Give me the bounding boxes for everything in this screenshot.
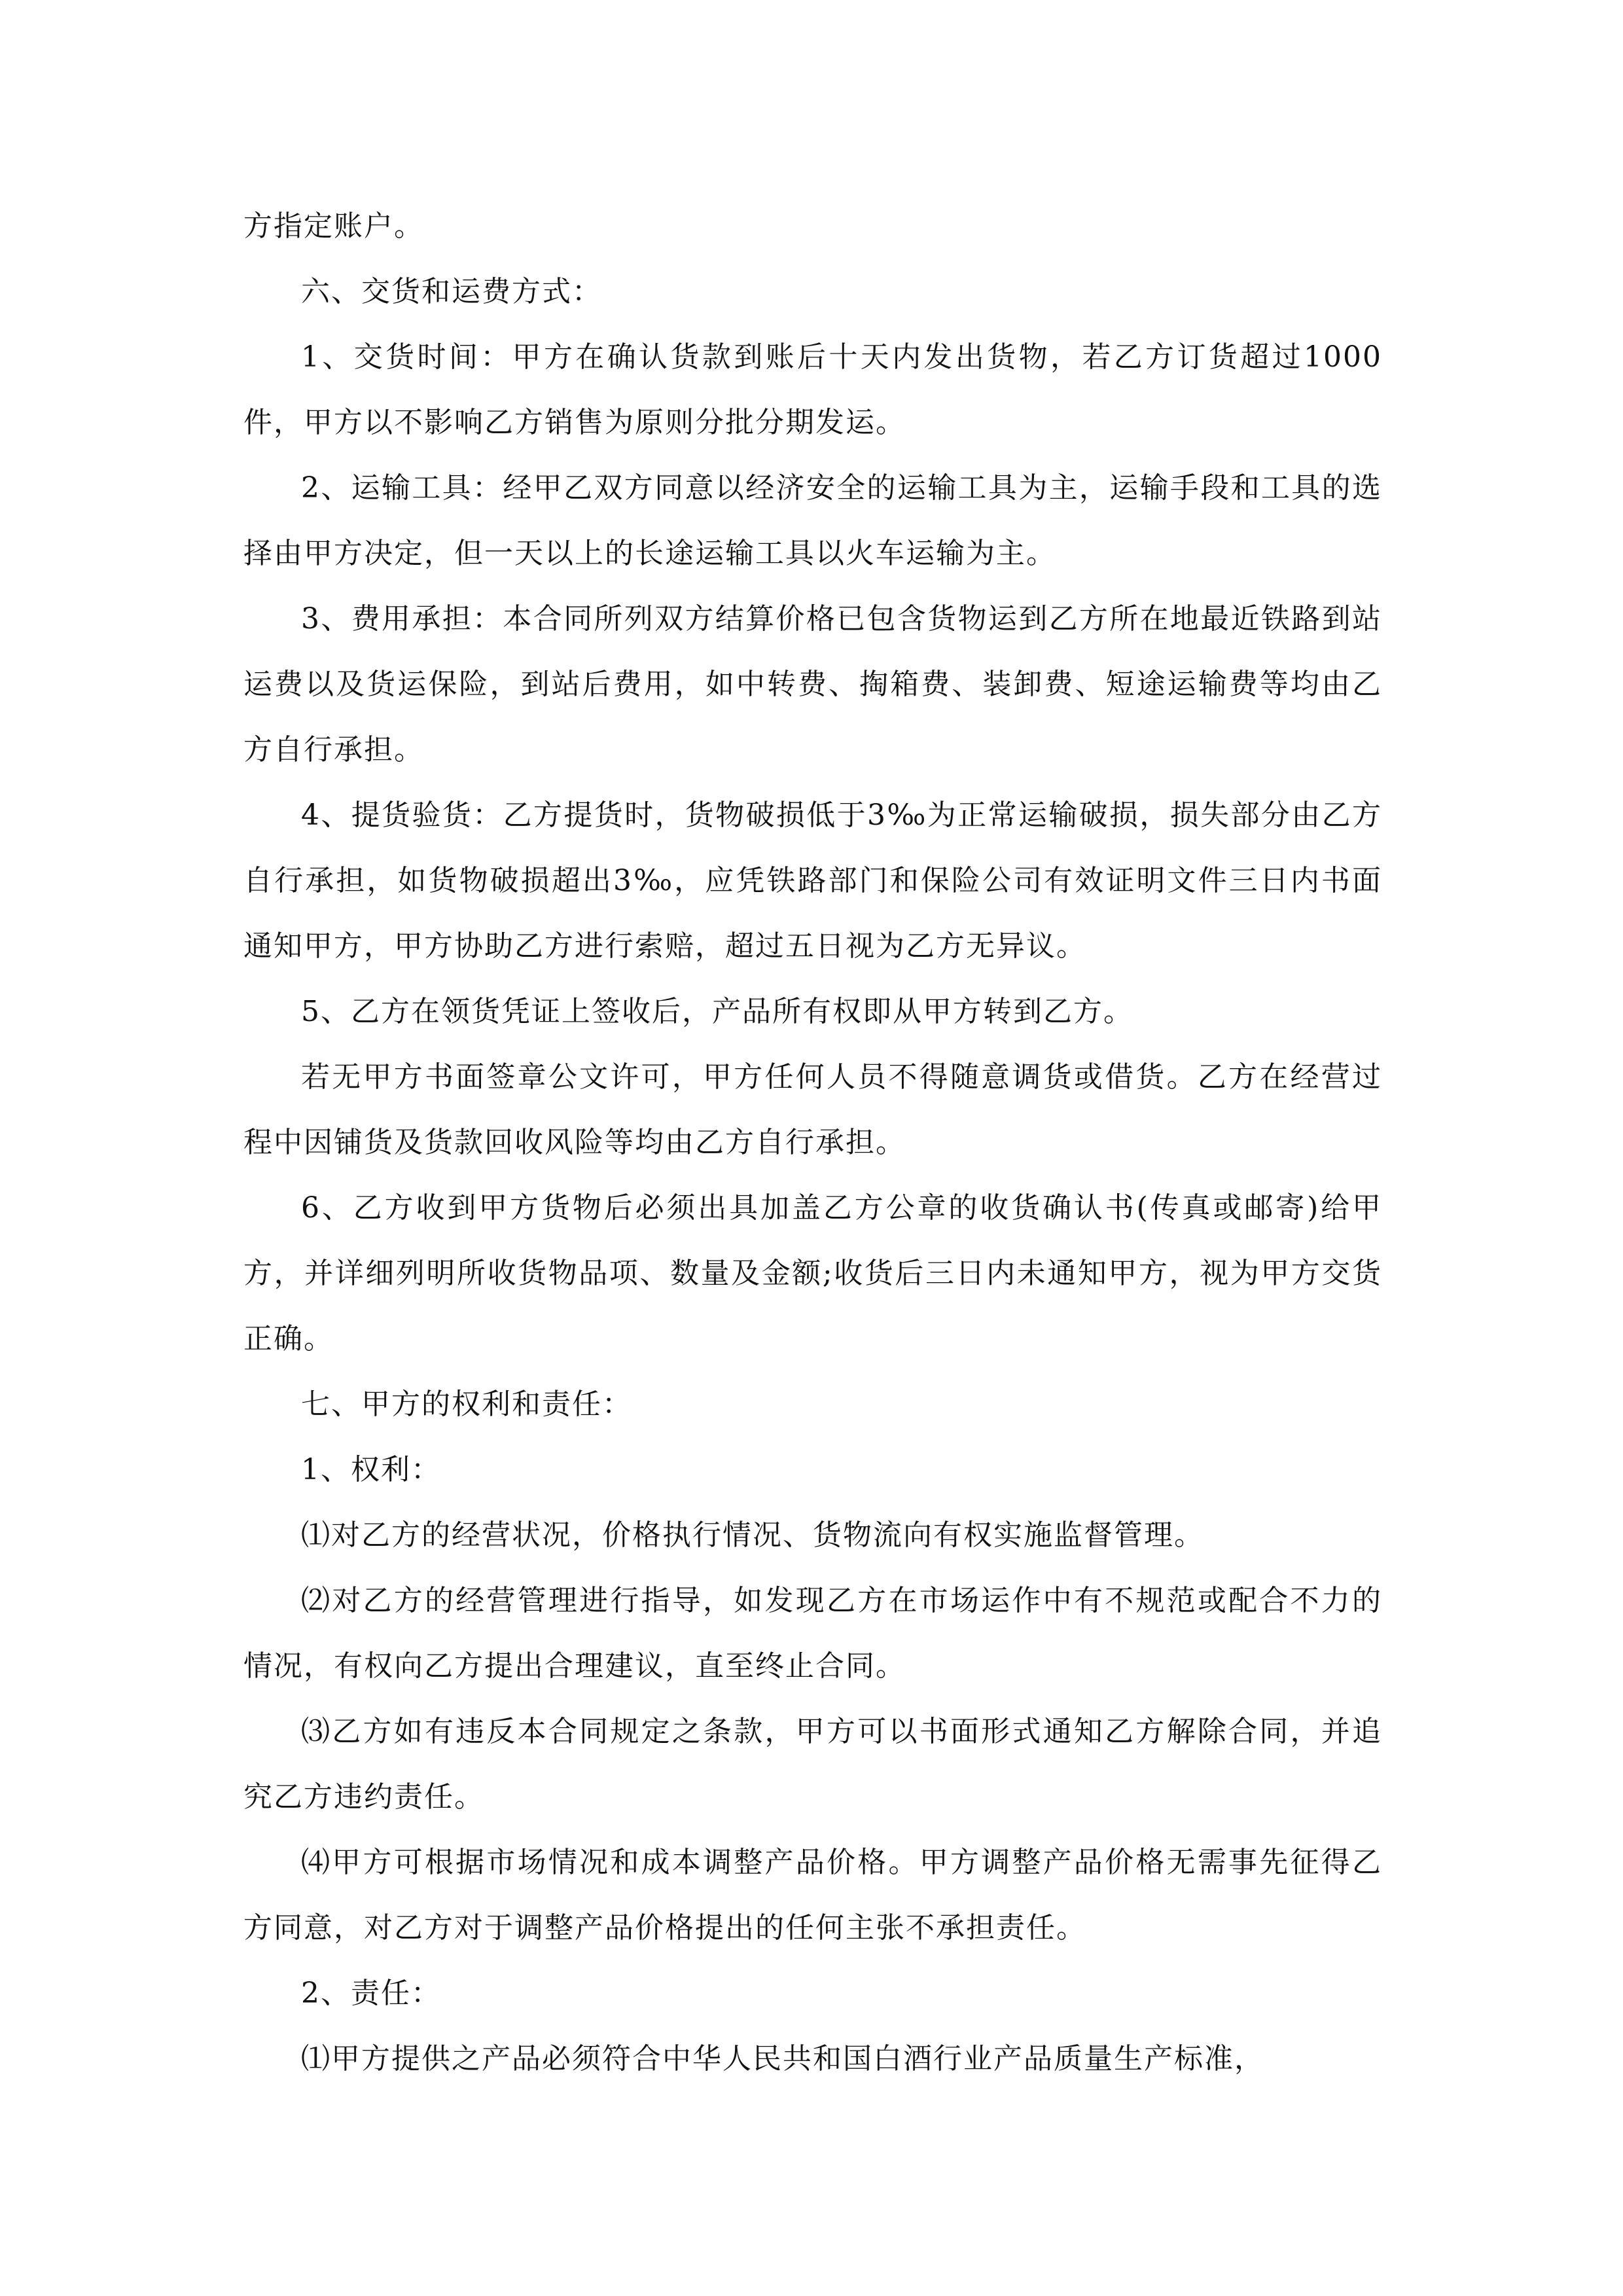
paragraph-inspection: 4、提货验货：乙方提货时，货物破损低于3‰为正常运输破损，损失部分由乙方自行承担，如货物破损超出3‰，应凭铁路部门和保险公司有效证明文件三日内书面通知甲方，甲方协助乙方进行索赔，超过五日视为乙方无异议。 [243,798,1382,963]
paragraph-right-1: ⑴对乙方的经营状况，价格执行情况、货物流向有权实施监督管理。 [301,1518,1204,1552]
subheading-responsibilities: 2、责任： [301,1977,441,2010]
section-heading-party-a-rights: 七、甲方的权利和责任： [301,1388,632,1421]
paragraph-right-2: ⑵对乙方的经营管理进行指导，如发现乙方在市场运作中有不规范或配合不力的情况，有权向乙方提出合理建议，直至终止合同。 [243,1584,1382,1683]
paragraph-delivery-time: 1、交货时间：甲方在确认货款到账后十天内发出货物，若乙方订货超过1000件，甲方以不影响乙方销售为原则分批分期发运。 [243,340,1382,439]
paragraph-responsibility-1: ⑴甲方提供之产品必须符合中华人民共和国白酒行业产品质量生产标准， [301,2042,1264,2075]
section-heading-delivery: 六、交货和运费方式： [301,275,602,308]
paragraph-transport-tools: 2、运输工具：经甲乙双方同意以经济安全的运输工具为主，运输手段和工具的选择由甲方决定，但一天以上的长途运输工具以火车运输为主。 [243,471,1382,570]
subheading-rights: 1、权利： [301,1453,441,1486]
paragraph-cost-bearing: 3、费用承担：本合同所列双方结算价格已包含货物运到乙方所在地最近铁路到站运费以及货运保险，到站后费用，如中转费、掏箱费、装卸费、短途运输费等均由乙方自行承担。 [243,602,1382,766]
paragraph-receipt-confirmation: 6、乙方收到甲方货物后必须出具加盖乙方公章的收货确认书(传真或邮寄)给甲方，并详细列明所收货物品项、数量及金额;收货后三日内未通知甲方，视为甲方交货正确。 [243,1191,1382,1355]
paragraph-account-continuation: 方指定账户。 [243,209,424,243]
paragraph-ownership-transfer: 5、乙方在领货凭证上签收后，产品所有权即从甲方转到乙方。 [301,995,1133,1028]
contract-body [243,194,1382,2092]
paragraph-right-3: ⑶乙方如有违反本合同规定之条款，甲方可以书面形式通知乙方解除合同，并追究乙方违约责任。 [243,1715,1382,1814]
paragraph-right-4: ⑷甲方可根据市场情况和成本调整产品价格。甲方调整产品价格无需事先征得乙方同意，对乙方对于调整产品价格提出的任何主张不承担责任。 [243,1846,1382,1945]
paragraph-written-permission: 若无甲方书面签章公文许可，甲方任何人员不得随意调货或借货。乙方在经营过程中因铺货及货款回收风险等均由乙方自行承担。 [243,1060,1382,1159]
